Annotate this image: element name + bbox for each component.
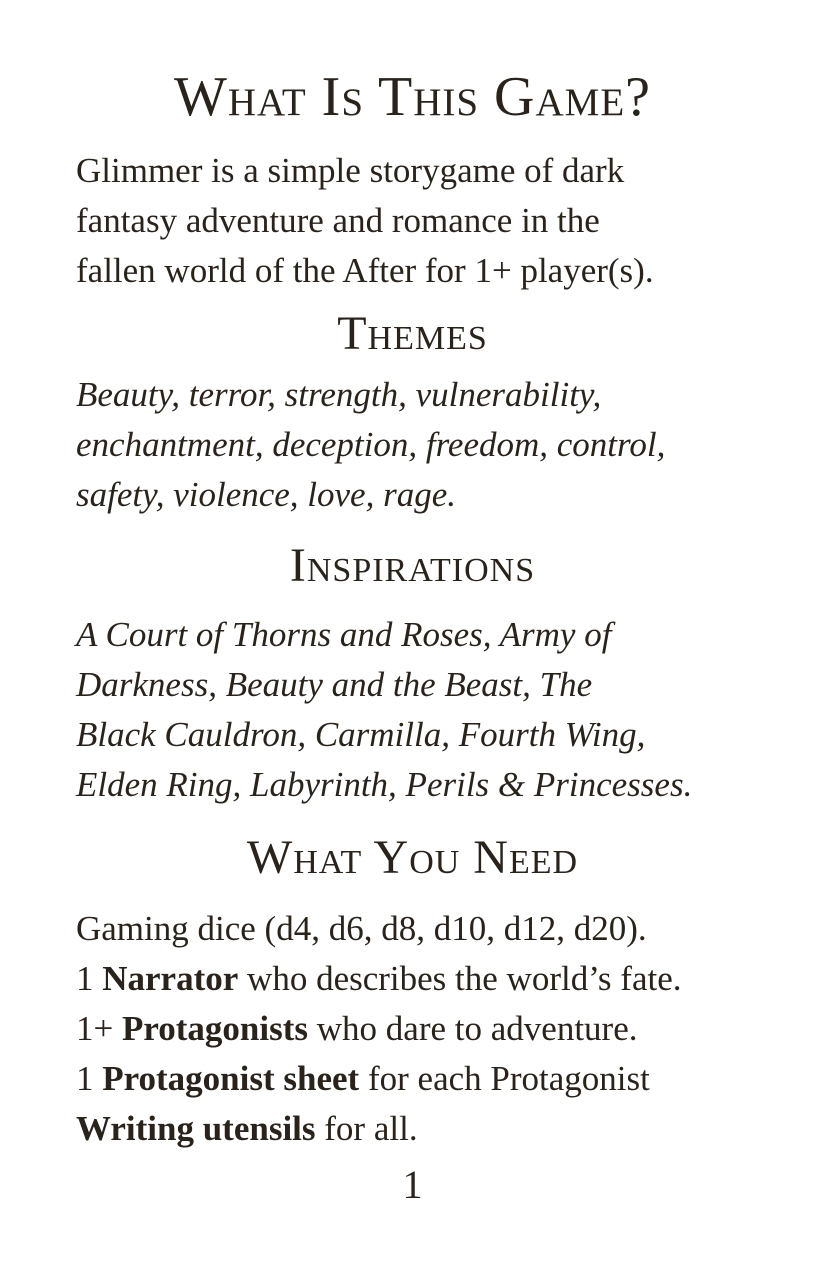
inspirations-line: Elden Ring, Labyrinth, Perils & Princesses. — [76, 765, 693, 804]
requirements-list — [76, 904, 776, 1154]
inspirations-line: A Court of Thorns and Roses, Army of — [76, 615, 612, 654]
themes-line: enchantment, deception, freedom, control, — [76, 425, 666, 464]
themes-line: safety, violence, love, rage. — [76, 475, 456, 514]
intro-line: fallen world of the After for 1+ player(s). — [76, 251, 654, 290]
themes-heading: Themes — [337, 307, 488, 360]
inspirations-heading: Inspirations — [289, 539, 536, 592]
inspirations-line: Black Cauldron, Carmilla, Fourth Wing, — [76, 715, 646, 754]
requirement-item: 1 Narrator who describes the world’s fate. — [76, 959, 682, 998]
intro-line: Glimmer is a simple storygame of dark — [76, 151, 625, 190]
requirement-item: Gaming dice (d4, d6, d8, d10, d12, d20). — [76, 909, 647, 948]
inspirations-line: Darkness, Beauty and the Beast, The — [76, 665, 593, 704]
themes-paragraph — [76, 370, 776, 520]
intro-line: fantasy adventure and romance in the — [76, 201, 600, 240]
what-you-need-heading: What You Need — [246, 831, 579, 884]
requirement-item: Writing utensils for all. — [76, 1109, 418, 1148]
page-title: What Is This Game? — [173, 66, 652, 128]
page-number: 1 — [402, 1162, 423, 1207]
themes-line: Beauty, terror, strength, vulnerability, — [76, 375, 602, 414]
requirement-item: 1+ Protagonists who dare to adventure. — [76, 1009, 638, 1048]
inspirations-paragraph — [76, 610, 776, 810]
intro-paragraph — [76, 146, 776, 296]
requirement-item: 1 Protagonist sheet for each Protagonist — [76, 1059, 650, 1098]
